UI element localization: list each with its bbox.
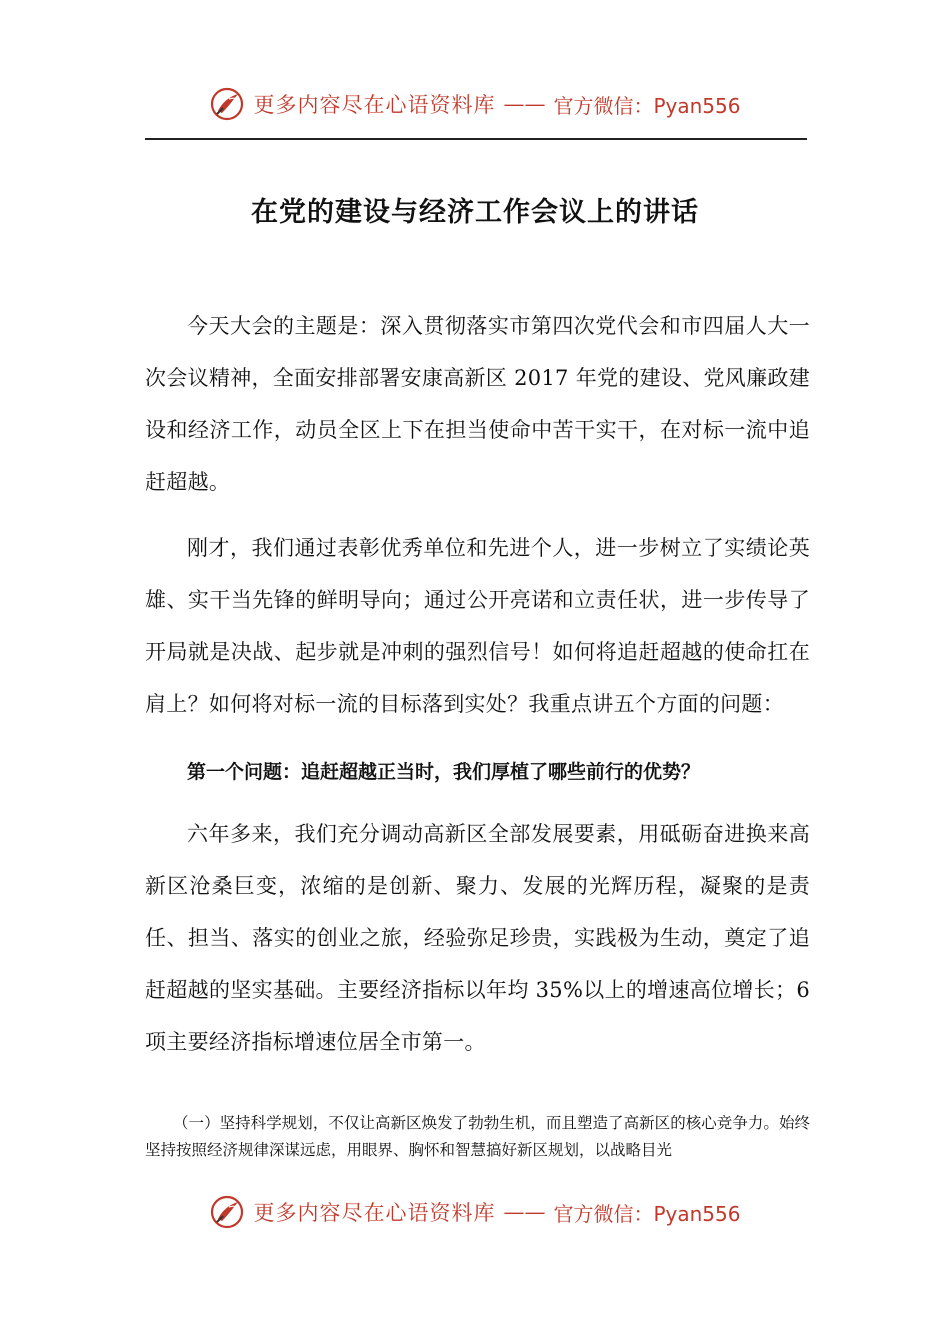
banner-site-name: 更多内容尽在心语资料库 — [253, 1201, 496, 1225]
paragraph: 今天大会的主题是：深入贯彻落实市第四次党代会和市四届人大一次会议精神，全面安排部署安康高新区 2017 年党的建设、党风廉政建设和经济工作，动员全区上下在担当使命中苦干实干，在对标一流中追赶超越。 — [145, 314, 810, 494]
banner-wechat: 官方微信：Pyan556 — [553, 1201, 741, 1226]
paragraph: 六年多来，我们充分调动高新区全部发展要素，用砥砺奋进换来高新区沧桑巨变，浓缩的是创新、聚力、发展的光辉历程，凝聚的是责任、担当、落实的创业之旅，经验弥足珍贵，实践极为生动，奠定了追赶超越的坚实基础。主要经济指标以年均 35%以上的增速高位增长；6 项主要经济指标增速位居全市第一。 — [145, 822, 810, 1054]
small-paragraph: （一）坚持科学规划，不仅让高新区焕发了勃勃生机，而且塑造了高新区的核心竞争力。始终坚持按照经济规律深谋远虑，用眼界、胸怀和智慧搞好新区规划，以战略目光 — [145, 1114, 810, 1159]
banner-wechat: 官方微信：Pyan556 — [553, 93, 741, 118]
paragraph: 刚才，我们通过表彰优秀单位和先进个人，进一步树立了实绩论英雄、实干当先锋的鲜明导向；通过公开亮诺和立责任状，进一步传导了开局就是决战、起步就是冲刺的强烈信号！如何将追赶超越的使命扛在肩上？如何将对标一流的目标落到实处？我重点讲五个方面的问题： — [145, 536, 810, 716]
document-title: 在党的建设与经济工作会议上的讲话 — [251, 197, 699, 229]
section-heading: 第一个问题：追赶超越正当时，我们厚植了哪些前行的优势？ — [187, 761, 701, 783]
banner-dash: —— — [503, 92, 546, 116]
header-banner — [0, 82, 950, 126]
banner-site-name: 更多内容尽在心语资料库 — [253, 93, 496, 117]
header-divider — [145, 138, 807, 140]
pen-logo-icon — [209, 1194, 245, 1230]
document-body — [145, 300, 810, 1068]
footer-banner — [0, 1190, 950, 1234]
banner-dash: —— — [503, 1200, 546, 1224]
pen-logo-icon — [209, 86, 245, 122]
